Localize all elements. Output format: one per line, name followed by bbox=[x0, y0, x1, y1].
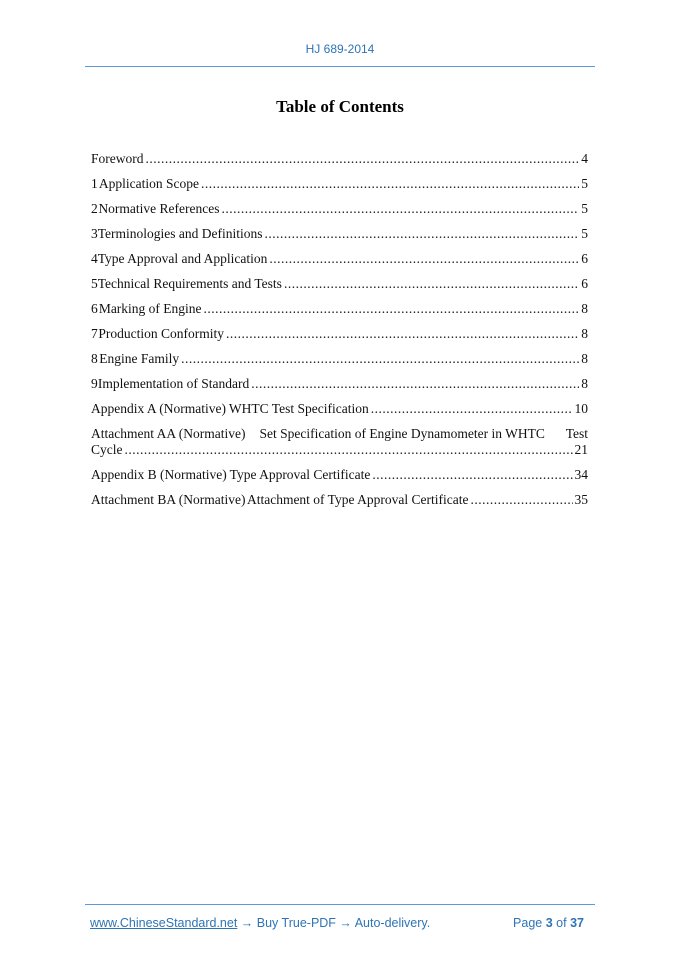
toc-entry-label: Attachment AA (Normative) bbox=[91, 426, 246, 441]
toc-entry-page: 34 bbox=[574, 467, 588, 482]
toc-entry-title: Application Scope bbox=[98, 176, 199, 191]
toc-entry-page: 8 bbox=[581, 326, 588, 341]
toc-entry-page: 8 bbox=[581, 301, 588, 316]
toc-entry-marking-of-engine[interactable] bbox=[91, 301, 588, 317]
dot-leader bbox=[371, 401, 573, 417]
page-total: 37 bbox=[570, 916, 584, 930]
dot-leader bbox=[284, 276, 579, 292]
site-link[interactable]: www.ChineseStandard.net bbox=[90, 916, 238, 930]
toc-entry-appendix-a[interactable] bbox=[91, 401, 588, 417]
toc-entry-title: Production Conformity bbox=[98, 326, 224, 341]
toc-entry-number: 7 bbox=[91, 326, 98, 341]
toc-entry-title: Type Approval Certificate bbox=[229, 467, 371, 482]
toc-entry-title-continued: Cycle bbox=[91, 442, 123, 457]
dot-leader bbox=[146, 151, 580, 167]
dot-leader bbox=[251, 376, 579, 392]
toc-entry-page: 5 bbox=[581, 201, 588, 216]
toc-entry-title: Type Approval and Application bbox=[97, 251, 268, 266]
dot-leader bbox=[226, 326, 579, 342]
header-divider bbox=[85, 66, 595, 67]
toc-entry-application-scope[interactable] bbox=[91, 176, 588, 192]
toc-entry-page: 5 bbox=[581, 226, 588, 241]
toc-entry-appendix-b[interactable] bbox=[91, 467, 588, 483]
toc-entry-attachment-ba[interactable] bbox=[91, 492, 588, 508]
footer-promo bbox=[90, 916, 430, 930]
dot-leader bbox=[269, 251, 579, 267]
toc-entry-page: 4 bbox=[581, 151, 588, 166]
toc-entry-implementation[interactable] bbox=[91, 376, 588, 392]
toc-entry-number: 8 bbox=[91, 351, 98, 366]
toc-entry-title: Normative References bbox=[98, 201, 220, 216]
toc-entry-type-approval[interactable] bbox=[91, 251, 588, 267]
toc-entry-page: 35 bbox=[574, 492, 588, 507]
document-header bbox=[85, 42, 595, 56]
toc-entry-line bbox=[91, 426, 588, 442]
page-of: of bbox=[556, 916, 567, 930]
dot-leader bbox=[470, 492, 572, 508]
document-code: HJ 689-2014 bbox=[305, 42, 375, 56]
dot-leader bbox=[265, 226, 580, 242]
dot-leader bbox=[372, 467, 572, 483]
toc-entry-number: 4 bbox=[91, 251, 98, 266]
toc-entry-attachment-aa[interactable] bbox=[91, 426, 588, 458]
promo-text: → Buy True-PDF → Auto-delivery. bbox=[237, 916, 431, 930]
footer-divider bbox=[85, 904, 595, 905]
toc-entry-number: 3 bbox=[91, 226, 98, 241]
toc-entry-page: 21 bbox=[574, 442, 588, 457]
toc-entry-title: Engine Family bbox=[99, 351, 180, 366]
dot-leader bbox=[181, 351, 579, 367]
toc-entry-title-continued: Test bbox=[565, 426, 588, 441]
toc-entry-number: 2 bbox=[91, 201, 98, 216]
toc-entry-foreword[interactable] bbox=[91, 151, 588, 167]
toc-entry-label: Attachment BA (Normative) bbox=[91, 492, 246, 507]
dot-leader bbox=[222, 201, 580, 217]
toc-entry-title: Foreword bbox=[91, 151, 144, 166]
toc-entry-page: 10 bbox=[574, 401, 588, 416]
toc-entry-terminologies[interactable] bbox=[91, 226, 588, 242]
toc-entry-engine-family[interactable] bbox=[91, 351, 588, 367]
toc-entry-production-conformity[interactable] bbox=[91, 326, 588, 342]
toc-entry-page: 6 bbox=[581, 251, 588, 266]
toc-entry-title: Set Specification of Engine Dynamometer in WHTC bbox=[259, 426, 545, 441]
toc-entry-number: 5 bbox=[91, 276, 98, 291]
page-indicator bbox=[513, 916, 584, 930]
page-word: Page bbox=[513, 916, 543, 930]
page-title: Table of Contents bbox=[276, 97, 404, 116]
dot-leader bbox=[201, 176, 579, 192]
dot-leader bbox=[204, 301, 580, 317]
table-of-contents bbox=[91, 151, 588, 517]
toc-entry-title: Implementation of Standard bbox=[97, 376, 250, 391]
toc-entry-technical-requirements[interactable] bbox=[91, 276, 588, 292]
toc-entry-label: Appendix B (Normative) bbox=[91, 467, 227, 482]
page-current: 3 bbox=[545, 916, 553, 930]
toc-entry-line bbox=[91, 442, 588, 458]
document-footer bbox=[90, 916, 584, 930]
toc-entry-label: Appendix A (Normative) bbox=[91, 401, 226, 416]
toc-entry-number: 1 bbox=[91, 176, 98, 191]
toc-entry-page: 8 bbox=[581, 376, 588, 391]
toc-entry-page: 8 bbox=[581, 351, 588, 366]
toc-entry-title: Attachment of Type Approval Certificate bbox=[246, 492, 469, 507]
toc-entry-title: Marking of Engine bbox=[98, 301, 202, 316]
toc-entry-title: Technical Requirements and Tests bbox=[97, 276, 282, 291]
toc-entry-page: 5 bbox=[581, 176, 588, 191]
toc-entry-number: 9 bbox=[91, 376, 98, 391]
toc-entry-number: 6 bbox=[91, 301, 98, 316]
toc-entry-title: Terminologies and Definitions bbox=[97, 226, 263, 241]
dot-leader bbox=[125, 442, 573, 458]
toc-entry-page: 6 bbox=[581, 276, 588, 291]
toc-entry-title: WHTC Test Specification bbox=[228, 401, 369, 416]
toc-entry-normative-references[interactable] bbox=[91, 201, 588, 217]
